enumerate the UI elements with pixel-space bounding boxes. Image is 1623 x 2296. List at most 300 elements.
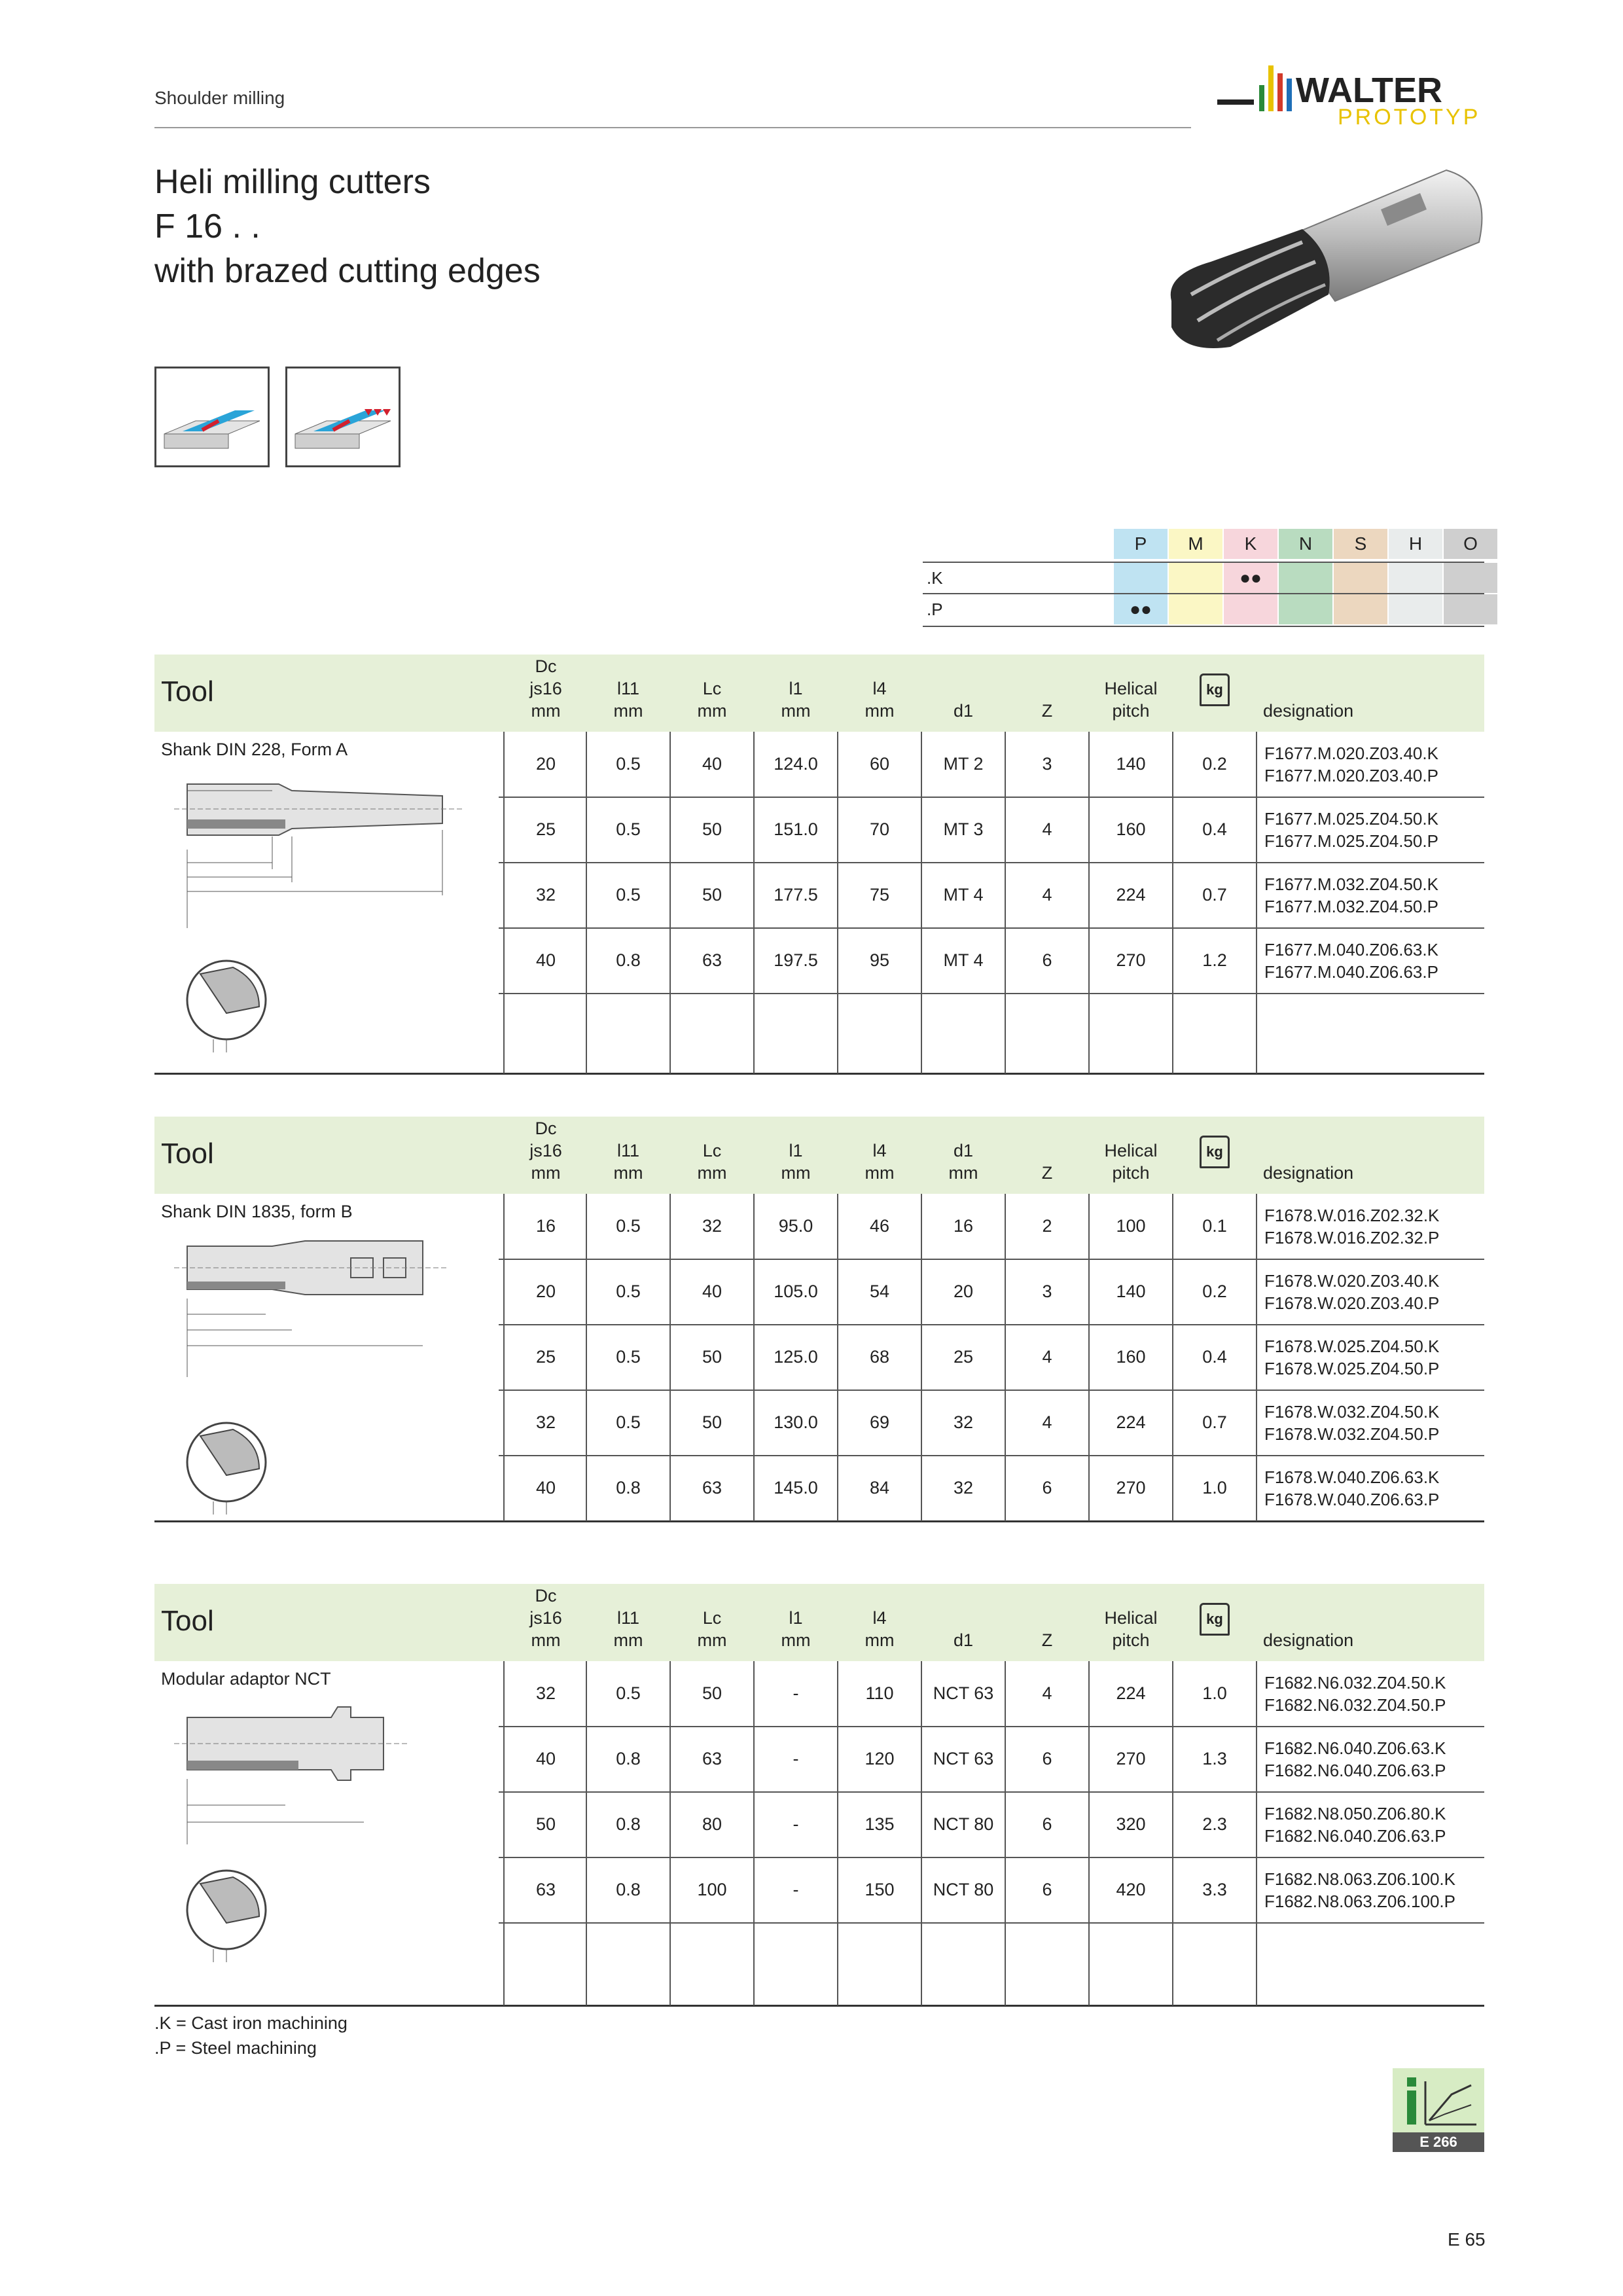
table-cell: 3 [1042, 754, 1052, 774]
table-cell: 6 [1042, 1814, 1052, 1834]
header-line [1173, 723, 1257, 745]
row-divider [499, 927, 1484, 929]
table-cell: 25 [535, 1347, 556, 1367]
column-header [838, 1585, 921, 1652]
table-cell: 63 [702, 1749, 722, 1768]
column-header [1173, 1118, 1257, 1207]
header-line [670, 1585, 754, 1607]
table-cell: 69 [869, 1412, 890, 1432]
header-line: js16 [529, 679, 562, 698]
designation-code: F1682.N8.063.Z06.100.K [1264, 1869, 1455, 1889]
table-cell: 0.5 [616, 1347, 641, 1367]
table-cell: 2.3 [1202, 1814, 1227, 1834]
table-cell: 50 [702, 1412, 722, 1432]
table-cell: 16 [535, 1216, 556, 1236]
table-cell: 0.8 [616, 1880, 641, 1899]
footnote-k: .K = Cast iron machining [154, 2013, 348, 2033]
header-line [1005, 678, 1089, 700]
designation-code: F1682.N6.040.Z06.63.P [1264, 1761, 1446, 1780]
table-cell: 224 [1116, 1683, 1146, 1703]
column-header [1089, 656, 1173, 723]
header-line [1263, 1118, 1459, 1140]
column-header [838, 656, 921, 723]
row-divider [499, 1324, 1484, 1325]
designation-code: F1678.W.016.Z02.32.P [1264, 1228, 1440, 1247]
table-cell: 100 [1116, 1216, 1146, 1236]
table-cell: 140 [1116, 754, 1146, 774]
designation-code: F1677.M.025.Z04.50.K [1264, 809, 1438, 829]
shank-label: Modular adaptor NCT [161, 1669, 331, 1689]
designation-code: F1677.M.040.Z06.63.P [1264, 962, 1438, 982]
row-divider [499, 1726, 1484, 1727]
header-line: Lc [702, 679, 722, 698]
header-line: d1 [953, 701, 974, 721]
designation-code: F1678.W.032.Z04.50.P [1264, 1424, 1440, 1444]
logo-sub: PROTOTYP [1338, 105, 1481, 130]
table-cell: 270 [1116, 1749, 1146, 1768]
table-cell: 63 [702, 1478, 722, 1498]
table-cell: 46 [869, 1216, 890, 1236]
header-line [1005, 1118, 1089, 1140]
column-divider [1172, 732, 1173, 1073]
header-line: designation [1263, 1630, 1354, 1650]
header-line [1005, 656, 1089, 678]
table-cell: 130.0 [774, 1412, 818, 1432]
table-cell: 25 [953, 1347, 974, 1367]
header-line [1005, 1585, 1089, 1607]
table-cell: 0.5 [616, 819, 641, 839]
tool-drawing [161, 1227, 488, 1515]
header-line [838, 1118, 921, 1140]
table-cell: - [793, 1814, 799, 1834]
designation-cell [1264, 1466, 1439, 1511]
mat-col-p: P [1114, 529, 1168, 559]
mat-mark [1444, 594, 1497, 624]
column-header [1263, 1118, 1459, 1185]
table-cell: 50 [702, 885, 722, 905]
table-title: Tool [161, 1605, 214, 1637]
header-line: mm [781, 701, 811, 721]
header-line [1263, 1585, 1459, 1607]
header-line: mm [781, 1630, 811, 1650]
column-header [1089, 1585, 1173, 1652]
header-line: Dc [535, 656, 557, 676]
header-line [1173, 1185, 1257, 1207]
column-divider [586, 732, 587, 1073]
column-divider [921, 732, 922, 1073]
table-title: Tool [161, 1138, 214, 1170]
row-divider [154, 2005, 1484, 2007]
designation-code: F1678.W.020.Z03.40.K [1264, 1271, 1440, 1291]
header-line: mm [948, 1163, 978, 1183]
header-line [1173, 678, 1257, 723]
header-line [1089, 1585, 1173, 1607]
header-line: Lc [702, 1608, 722, 1628]
table-cell: 4 [1042, 1412, 1052, 1432]
header-line [921, 1585, 1005, 1607]
header-line [670, 656, 754, 678]
column-header [1263, 656, 1459, 723]
mat-mark [1389, 594, 1442, 624]
column-header [670, 1118, 754, 1185]
column-divider [586, 1661, 587, 2005]
designation-code: F1678.W.020.Z03.40.P [1264, 1293, 1440, 1313]
mat-col-s: S [1334, 529, 1387, 559]
header-line [1173, 1652, 1257, 1674]
header-line [921, 1607, 1005, 1630]
header-line [921, 678, 1005, 700]
column-header [838, 1118, 921, 1185]
column-header [1005, 656, 1089, 723]
table-cell: 135 [865, 1814, 895, 1834]
column-divider [1005, 732, 1006, 1073]
header-line [1263, 656, 1459, 678]
table-cell: 125.0 [774, 1347, 818, 1367]
designation-code: F1682.N6.040.Z06.63.K [1264, 1738, 1446, 1758]
column-divider [1172, 1194, 1173, 1521]
table-cell: 160 [1116, 819, 1146, 839]
table-cell: NCT 63 [933, 1749, 994, 1768]
column-divider [753, 1661, 755, 2005]
header-line: l11 [616, 1141, 640, 1160]
table-cell: 0.7 [1202, 885, 1227, 905]
header-line: pitch [1112, 1630, 1150, 1650]
header-line: js16 [529, 1608, 562, 1628]
header-line [1263, 1607, 1459, 1630]
tool-drawing [161, 764, 488, 1052]
header-line: mm [531, 1163, 561, 1183]
table-cell: 177.5 [774, 885, 818, 905]
shoulder-milling-icon [154, 367, 270, 467]
material-matrix [923, 529, 1484, 627]
table-cell: MT 4 [943, 950, 984, 970]
column-divider [1088, 1194, 1090, 1521]
column-divider [837, 732, 838, 1073]
table-cell: 124.0 [774, 754, 818, 774]
column-divider [753, 1194, 755, 1521]
column-header [754, 656, 838, 723]
header-line: Helical [1104, 1141, 1158, 1160]
material-row-p [923, 593, 1484, 627]
table-cell: NCT 63 [933, 1683, 994, 1703]
table-cell: 32 [953, 1478, 974, 1498]
table-cell: 224 [1116, 885, 1146, 905]
designation-cell [1264, 939, 1438, 983]
header-line: Lc [702, 1141, 722, 1160]
table-cell: 32 [953, 1412, 974, 1432]
info-reference-link[interactable] [1393, 2068, 1484, 2152]
table-cell: 145.0 [774, 1478, 818, 1498]
column-header [586, 1585, 670, 1652]
table-title: Tool [161, 675, 214, 708]
header-line [754, 656, 838, 678]
table-cell: 95 [869, 950, 890, 970]
column-divider [586, 1194, 587, 1521]
reference-label: E 266 [1419, 2134, 1457, 2150]
column-header [670, 1585, 754, 1652]
info-icon [1407, 2077, 1416, 2087]
column-header [1263, 1585, 1459, 1652]
designation-cell [1264, 1868, 1455, 1912]
table-cell: 40 [535, 1749, 556, 1768]
column-header [1005, 1118, 1089, 1185]
tool-drawing [161, 1694, 488, 1982]
designation-code: F1677.M.032.Z04.50.K [1264, 874, 1438, 894]
table-header [154, 655, 1484, 732]
table-cell: 1.0 [1202, 1478, 1227, 1498]
header-line: mm [613, 701, 643, 721]
column-header [754, 1118, 838, 1185]
table-cell: 320 [1116, 1814, 1146, 1834]
header-line [1089, 656, 1173, 678]
table-cell: 0.8 [616, 1814, 641, 1834]
designation-code: F1677.M.040.Z06.63.K [1264, 940, 1438, 960]
header-line [838, 1585, 921, 1607]
table-cell: 270 [1116, 950, 1146, 970]
table-cell: 32 [702, 1216, 722, 1236]
table-cell: 140 [1116, 1282, 1146, 1301]
designation-code: F1678.W.025.Z04.50.K [1264, 1336, 1440, 1356]
column-divider [1172, 1661, 1173, 2005]
column-header [754, 1585, 838, 1652]
header-line: l1 [789, 1141, 803, 1160]
column-header [586, 656, 670, 723]
mat-mark [1444, 563, 1497, 593]
weight-icon: kg [1200, 673, 1230, 706]
column-divider [669, 1661, 671, 2005]
table-cell: 0.5 [616, 1412, 641, 1432]
mat-mark [1334, 594, 1387, 624]
header-line [754, 1585, 838, 1607]
designation-cell [1264, 808, 1438, 852]
designation-code: F1682.N8.063.Z06.100.P [1264, 1892, 1455, 1911]
table-cell: 50 [702, 1683, 722, 1703]
mat-mark [1334, 563, 1387, 593]
designation-code: F1682.N6.032.Z04.50.K [1264, 1673, 1446, 1693]
table-cell: 80 [702, 1814, 722, 1834]
header-line [1005, 1607, 1089, 1630]
column-header [504, 1585, 588, 1652]
designation-code: F1678.W.040.Z06.63.P [1264, 1490, 1440, 1509]
table-cell: 40 [535, 950, 556, 970]
table-cell: 3 [1042, 1282, 1052, 1301]
table-cell: 20 [535, 1282, 556, 1301]
table-cell: 1.2 [1202, 950, 1227, 970]
mat-mark [1224, 594, 1277, 624]
designation-code: F1678.W.032.Z04.50.K [1264, 1402, 1440, 1422]
header-line: Helical [1104, 679, 1158, 698]
table-cell: 105.0 [774, 1282, 818, 1301]
weight-icon: kg [1200, 1603, 1230, 1636]
header-line: Helical [1104, 1608, 1158, 1628]
page-number: E 65 [1448, 2229, 1486, 2250]
material-header-row [923, 529, 1484, 560]
mat-mark [1114, 563, 1168, 593]
header-line [1173, 1607, 1257, 1652]
column-divider [1256, 1194, 1257, 1521]
table-cell: 68 [869, 1347, 890, 1367]
header-line: Z [1041, 701, 1053, 721]
column-divider [753, 732, 755, 1073]
table-cell: 0.5 [616, 885, 641, 905]
row-divider [499, 1791, 1484, 1793]
mat-row-label: .K [927, 568, 943, 588]
column-divider [1088, 732, 1090, 1073]
mat-col-k: K [1224, 529, 1277, 559]
designation-code: F1677.M.025.Z04.50.P [1264, 831, 1438, 851]
header-line: js16 [529, 1141, 562, 1160]
column-header [670, 656, 754, 723]
header-line: l1 [789, 679, 803, 698]
table-cell: MT 3 [943, 819, 984, 839]
table-cell: 0.8 [616, 1749, 641, 1768]
mat-mark [1279, 563, 1332, 593]
column-header [921, 1585, 1005, 1652]
row-divider [499, 797, 1484, 798]
row-divider [499, 993, 1484, 994]
table-cell: 20 [535, 754, 556, 774]
table-cell: 6 [1042, 1478, 1052, 1498]
header-line: d1 [953, 1141, 974, 1160]
table-cell: 63 [702, 950, 722, 970]
table-cell: 32 [535, 1683, 556, 1703]
row-divider [499, 1455, 1484, 1456]
table-cell: 40 [702, 1282, 722, 1301]
row-divider [499, 1390, 1484, 1391]
designation-code: F1682.N8.050.Z06.80.K [1264, 1804, 1446, 1823]
table-cell: 2 [1042, 1216, 1052, 1236]
column-header [921, 656, 1005, 723]
table-cell: 151.0 [774, 819, 818, 839]
header-line [1173, 1140, 1257, 1185]
table-cell: 50 [702, 819, 722, 839]
footnotes [154, 2011, 348, 2060]
table-cell: 4 [1042, 1683, 1052, 1703]
table-cell: 0.8 [616, 950, 641, 970]
table-cell: 6 [1042, 1749, 1052, 1768]
table-cell: 1.0 [1202, 1683, 1227, 1703]
mat-mark: ●● [1114, 594, 1168, 624]
table-cell: 63 [535, 1880, 556, 1899]
table-cell: 0.4 [1202, 1347, 1227, 1367]
row-divider [499, 1259, 1484, 1260]
table-cell: 75 [869, 885, 890, 905]
table-cell: 0.2 [1202, 1282, 1227, 1301]
column-divider [669, 1194, 671, 1521]
header-line: pitch [1112, 1163, 1150, 1183]
table-cell: 0.8 [616, 1478, 641, 1498]
walter-logo [1217, 59, 1492, 131]
table-cell: 0.5 [616, 1282, 641, 1301]
mat-col-o: O [1444, 529, 1497, 559]
designation-code: F1677.M.020.Z03.40.P [1264, 766, 1438, 785]
table-cell: 40 [702, 754, 722, 774]
column-divider [669, 732, 671, 1073]
table-cell: 25 [535, 819, 556, 839]
header-line: mm [531, 701, 561, 721]
header-line: designation [1263, 701, 1354, 721]
table-cell: 197.5 [774, 950, 818, 970]
header-line [1005, 1140, 1089, 1162]
mat-mark [1279, 594, 1332, 624]
table-cell: 0.2 [1202, 754, 1227, 774]
table-cell: NCT 80 [933, 1880, 994, 1899]
header-line: Z [1041, 1163, 1053, 1183]
column-divider [503, 732, 505, 1073]
column-divider [1005, 1661, 1006, 2005]
header-line: Dc [535, 1586, 557, 1605]
weight-icon: kg [1200, 1136, 1230, 1168]
designation-code: F1677.M.032.Z04.50.P [1264, 897, 1438, 916]
header-line: mm [865, 1163, 895, 1183]
table-cell: 50 [535, 1814, 556, 1834]
table-cell: 150 [865, 1880, 895, 1899]
table-cell: 54 [869, 1282, 890, 1301]
header-line: pitch [1112, 701, 1150, 721]
table-cell: 224 [1116, 1412, 1146, 1432]
table-cell: 32 [535, 885, 556, 905]
header-line: Dc [535, 1119, 557, 1138]
mat-mark [1169, 563, 1222, 593]
column-divider [1005, 1194, 1006, 1521]
header-line: mm [531, 1630, 561, 1650]
table-cell: 70 [869, 819, 890, 839]
column-divider [1088, 1661, 1090, 2005]
column-header [586, 1118, 670, 1185]
column-header [1005, 1585, 1089, 1652]
header-line [586, 656, 670, 678]
column-divider [921, 1661, 922, 2005]
designation-cell [1264, 742, 1438, 787]
row-divider [499, 1922, 1484, 1924]
header-line [1263, 678, 1459, 700]
mat-mark [1389, 563, 1442, 593]
table-cell: - [793, 1880, 799, 1899]
table-cell: 420 [1116, 1880, 1146, 1899]
column-divider [837, 1661, 838, 2005]
header-line: d1 [953, 1630, 974, 1650]
row-divider [499, 862, 1484, 863]
table-cell: 32 [535, 1412, 556, 1432]
table-cell: 100 [697, 1880, 727, 1899]
table-cell: 160 [1116, 1347, 1146, 1367]
header-line: l4 [872, 1141, 887, 1160]
section-label: Shoulder milling [154, 88, 285, 108]
designation-cell [1264, 1803, 1446, 1847]
column-divider [503, 1661, 505, 2005]
row-divider [499, 1857, 1484, 1858]
mat-col-n: N [1279, 529, 1332, 559]
designation-code: F1678.W.016.Z02.32.K [1264, 1206, 1440, 1225]
table-cell: 0.1 [1202, 1216, 1227, 1236]
table-cell: 3.3 [1202, 1880, 1227, 1899]
designation-code: F1678.W.040.Z06.63.K [1264, 1467, 1440, 1487]
table-cell: NCT 80 [933, 1814, 994, 1834]
table-cell: 0.5 [616, 1683, 641, 1703]
table-cell: 16 [953, 1216, 974, 1236]
mat-col-h: H [1389, 529, 1442, 559]
header-line: mm [781, 1163, 811, 1183]
table-cell: - [793, 1749, 799, 1768]
page-title: Heli milling cutters F 16 . . with brazed cutting edges [154, 163, 541, 290]
header-rule [154, 127, 1191, 128]
table-cell: 40 [535, 1478, 556, 1498]
designation-cell [1264, 1401, 1439, 1445]
designation-code: F1682.N6.032.Z04.50.P [1264, 1695, 1446, 1715]
designation-cell [1264, 873, 1438, 918]
table-cell: 50 [702, 1347, 722, 1367]
designation-code: F1677.M.020.Z03.40.K [1264, 744, 1438, 763]
